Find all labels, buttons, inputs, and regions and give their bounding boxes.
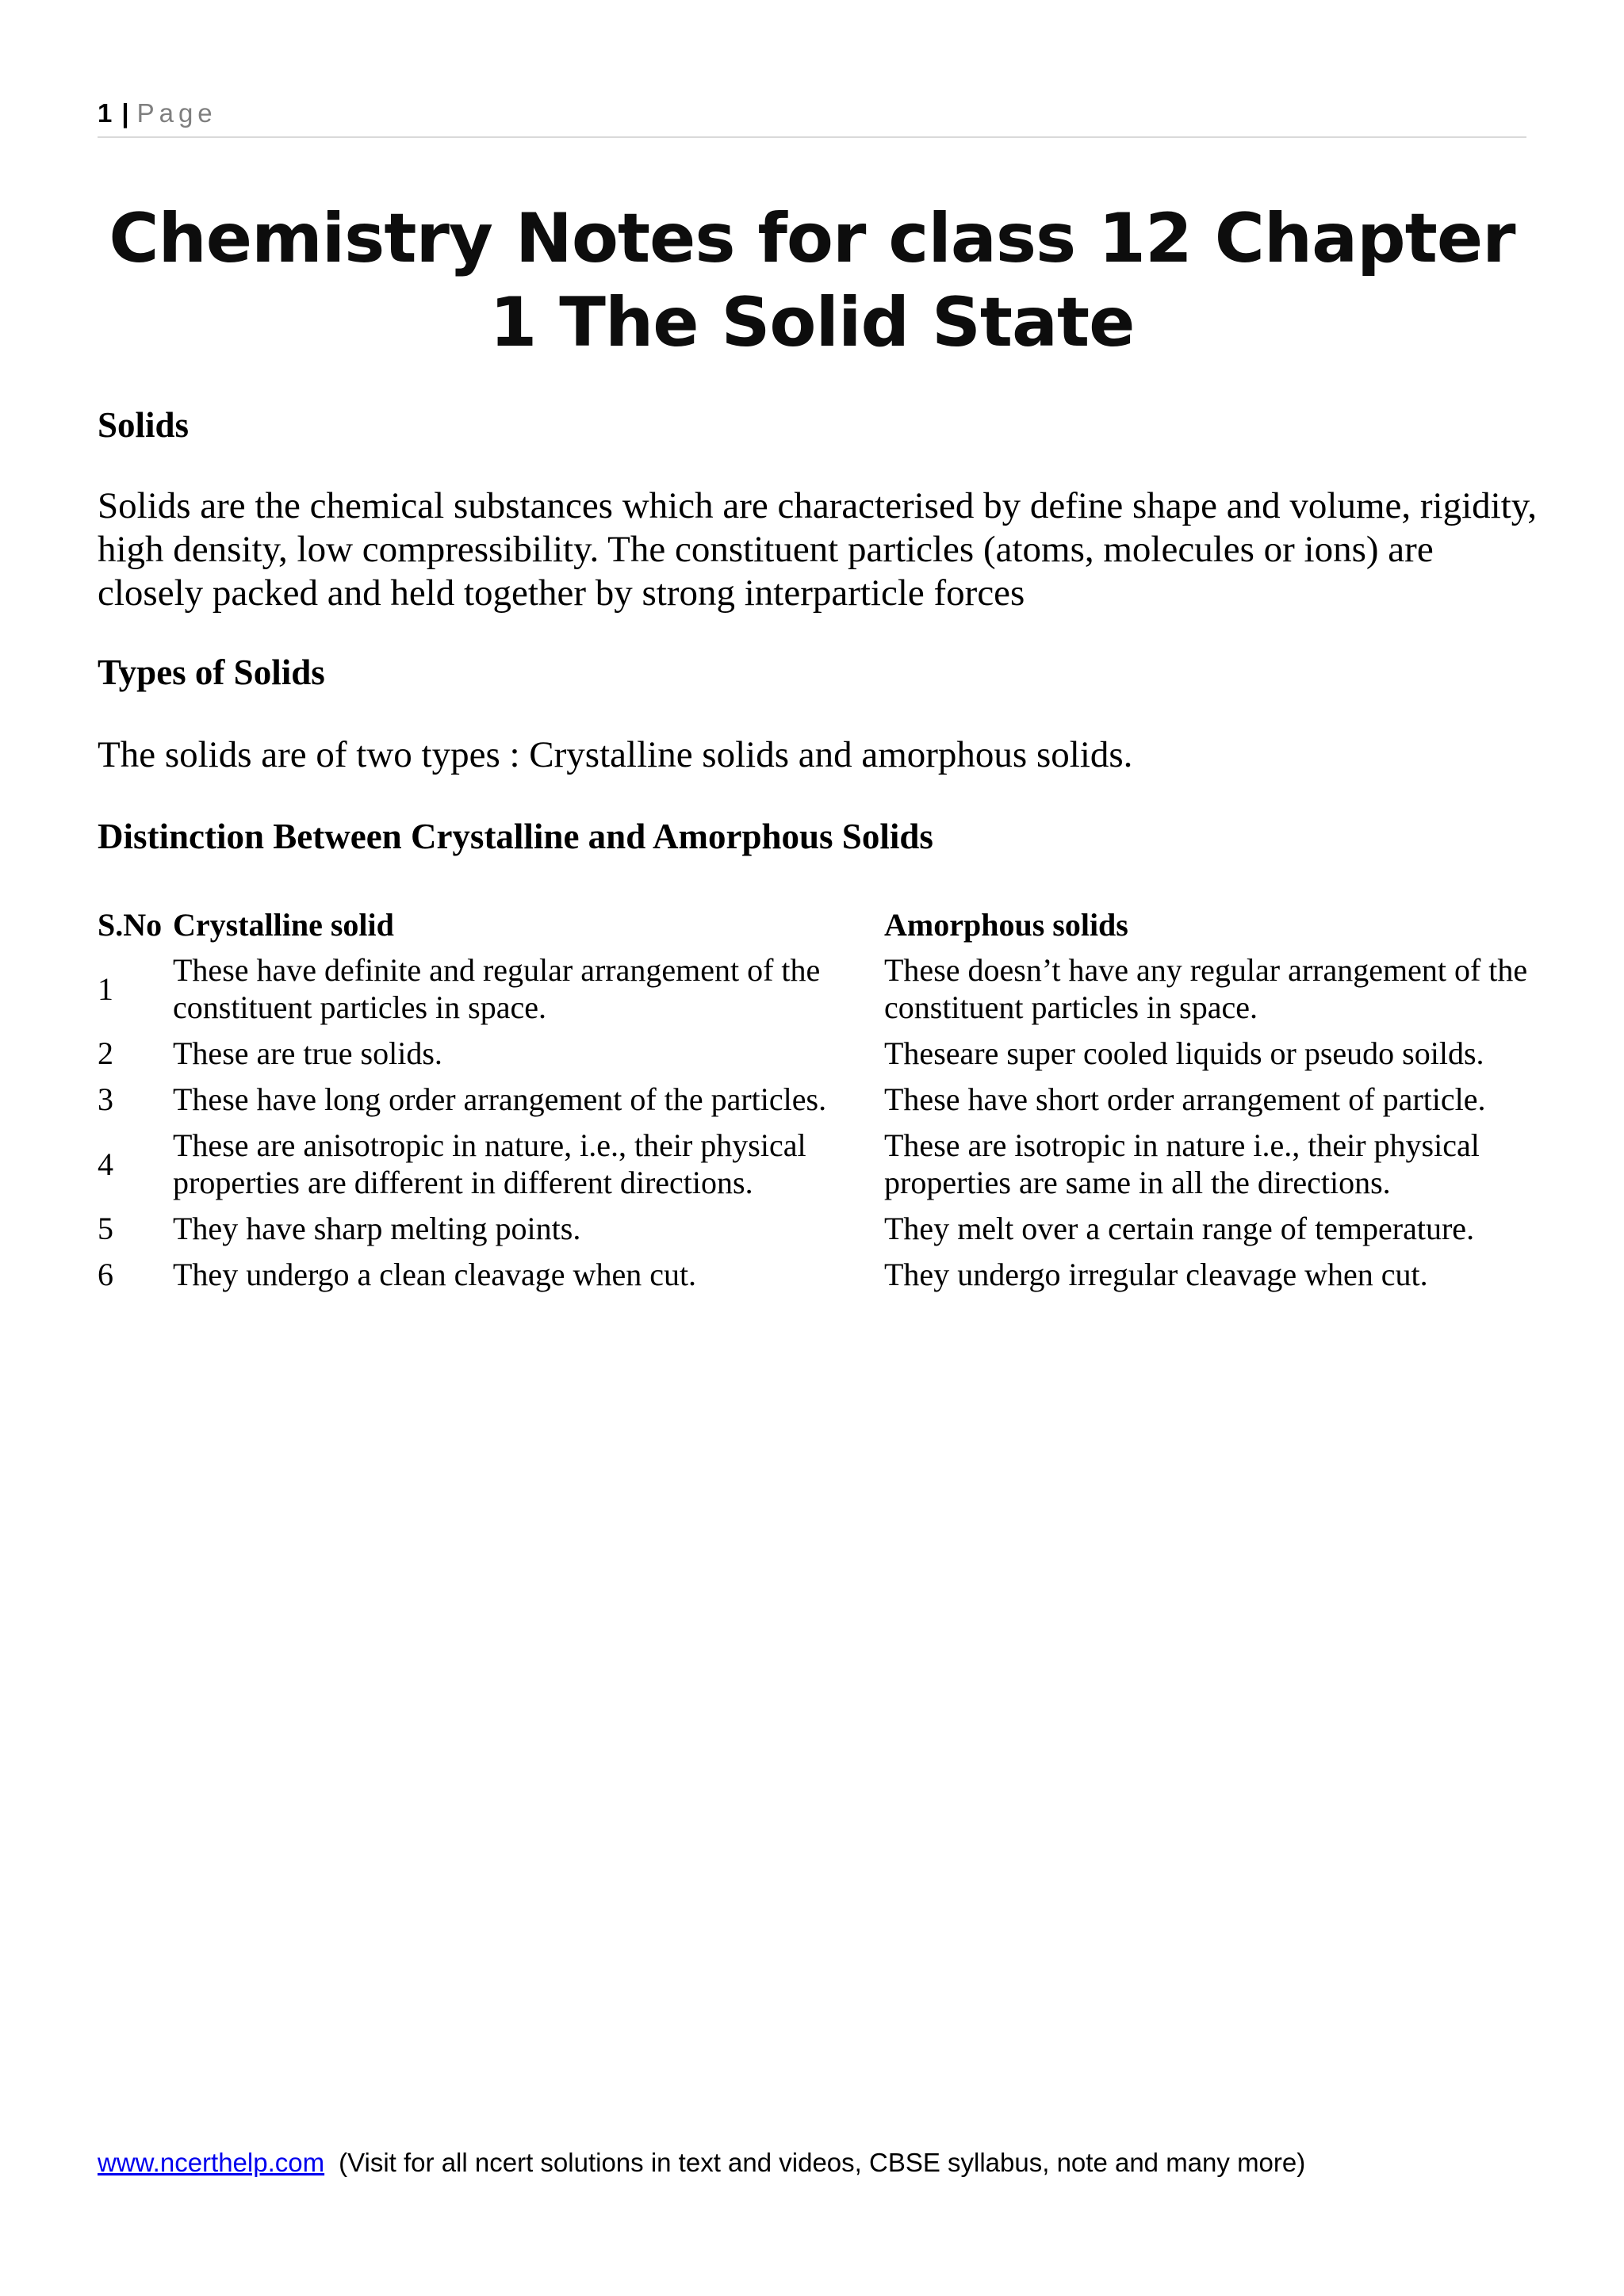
- row-amorphous: They undergo irregular cleavage when cut.: [884, 1257, 1428, 1292]
- row-sno: 2: [98, 1035, 113, 1071]
- row-sno: 3: [98, 1081, 113, 1117]
- distinction-heading: Distinction Between Crystalline and Amorphous Solids: [98, 817, 933, 856]
- row-amorphous: They melt over a certain range of temperature.: [884, 1211, 1475, 1246]
- page-header: [98, 98, 217, 128]
- row-crystalline: These have definite and regular arrangement of the constituent particles in space.: [173, 952, 821, 1025]
- header-divider: [98, 136, 1526, 138]
- header-crystalline: Crystalline solid: [173, 906, 394, 943]
- row-sno: 4: [98, 1146, 113, 1182]
- row-crystalline: They undergo a clean cleavage when cut.: [173, 1257, 697, 1292]
- types-paragraph: The solids are of two types : Crystalline solids and amorphous solids.: [98, 734, 1133, 775]
- table-row: [98, 947, 1542, 1031]
- page-number: 1: [98, 98, 113, 128]
- row-crystalline: These are anisotropic in nature, i.e., their physical properties are different in different directions.: [173, 1127, 806, 1200]
- table-row: [98, 1252, 1542, 1298]
- solids-heading: Solids: [98, 405, 190, 445]
- row-amorphous: These doesn’t have any regular arrangement of the constituent particles in space.: [884, 952, 1528, 1025]
- types-heading: Types of Solids: [98, 652, 325, 692]
- row-sno: 1: [98, 970, 113, 1007]
- page-footer: [98, 2148, 1305, 2178]
- row-amorphous: These are isotropic in nature i.e., their physical properties are same in all the directions.: [884, 1127, 1480, 1200]
- footer-note: (Visit for all ncert solutions in text and videos, CBSE syllabus, note and many more): [339, 2148, 1306, 2177]
- row-crystalline: These have long order arrangement of the particles.: [173, 1081, 827, 1117]
- table-row: [98, 1206, 1542, 1252]
- row-amorphous: These have short order arrangement of particle.: [884, 1081, 1486, 1117]
- page-label: Page: [136, 98, 217, 128]
- website-link[interactable]: www.ncerthelp.com: [98, 2148, 325, 2177]
- row-amorphous: Theseare super cooled liquids or pseudo soilds.: [884, 1035, 1484, 1071]
- solids-paragraph: Solids are the chemical substances which are characterised by define shape and volume, rigidity, high density, low compressibility. The constituent particles (atoms, molecules or ions) are closely packed and held together by strong interparticle forces: [98, 485, 1537, 614]
- row-crystalline: These are true solids.: [173, 1035, 442, 1071]
- table-header-row: [98, 901, 1542, 947]
- page-separator: |: [121, 98, 129, 128]
- document-title: Chemistry Notes for class 12 Chapter 1 The Solid State: [109, 199, 1515, 362]
- header-amorphous: Amorphous solids: [884, 906, 1128, 943]
- header-sno: S.No: [98, 906, 163, 943]
- table-row: [98, 1123, 1542, 1206]
- table-row: [98, 1031, 1542, 1077]
- row-sno: 5: [98, 1211, 113, 1246]
- table-row: [98, 1077, 1542, 1123]
- row-sno: 6: [98, 1257, 113, 1292]
- row-crystalline: They have sharp melting points.: [173, 1211, 581, 1246]
- comparison-table: [98, 901, 1542, 1298]
